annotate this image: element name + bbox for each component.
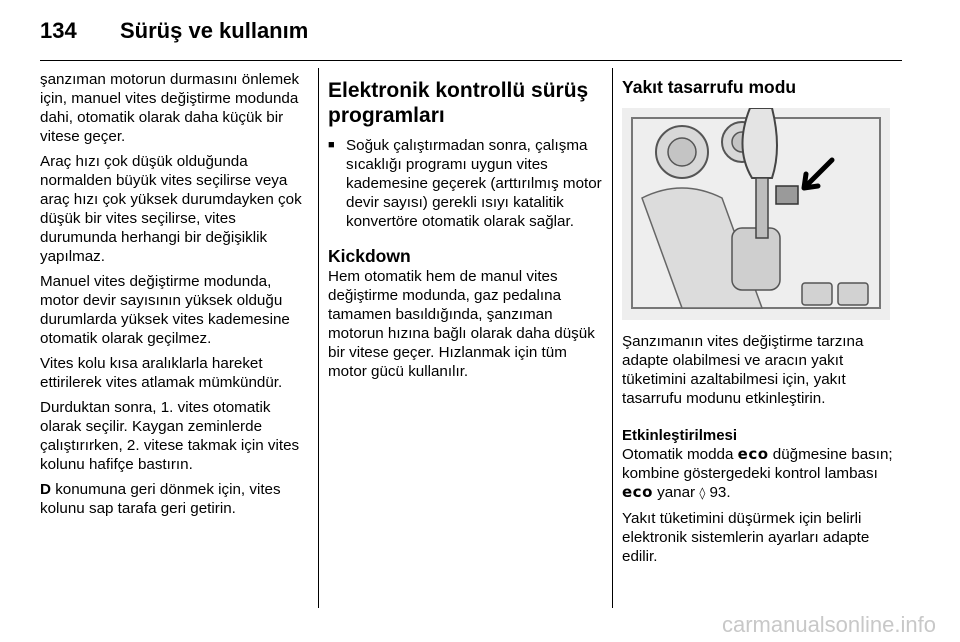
paragraph-text: konumuna geri dönmek için, vites kolunu sap tarafa geri getirin.	[40, 481, 281, 517]
eco-icon: eco	[737, 445, 769, 463]
paragraph: Manuel vites değiştirme modunda, motor devir sayısının yüksek olduğu durumlarda yüksek vites kademesine otomatik olarak geçilmez.	[40, 273, 290, 347]
paragraph-text: Otomatik modda	[622, 446, 738, 463]
section-heading: Yakıt tasarrufu modu	[622, 77, 797, 97]
subheading-kickdown: Kickdown	[328, 246, 411, 266]
paragraph: Yakıt tüketimini düşürmek için belirli elektronik sistemlerin ayarları adapte edilir.	[622, 510, 870, 565]
section-title: Sürüş ve kullanım	[120, 18, 309, 43]
paragraph: şanzıman motorun durmasını önlemek için, manuel vites değiştirme modunda dahi, otomatik olarak daha küçük bir vitese geçer.	[40, 71, 300, 145]
paragraph: Vites kolu kısa aralıklarla hareket ettirilerek vites atlamak mümkündür.	[40, 355, 283, 391]
page-number: 134	[40, 18, 77, 43]
page-reference-icon: ◊	[699, 486, 706, 500]
column-2	[328, 70, 604, 387]
paragraph: Şanzımanın vites değiştirme tarzına adapte olabilmesi ve aracın yakıt tüketimini azaltabilmesi için, yakıt tasarrufu modunu etkinleştirin.	[622, 333, 864, 407]
column-divider-2	[612, 68, 613, 608]
console-drawing	[622, 108, 890, 320]
bullet-text: Soğuk çalıştırmadan sonra, çalışma sıcaklığı programı uygun vites kademesine geçerek (arttırılmış motor devir sayısı) gerekli ısıyı katalitik konvertöre otomatik olarak sağlar.	[346, 137, 602, 230]
column-1	[40, 70, 308, 524]
header-rule	[40, 60, 902, 61]
paragraph-text: yanar	[652, 484, 700, 501]
paragraph: Araç hızı çok düşük olduğunda normalden büyük vites seçilirse veya araç hızı çok yüksek durumdayken çok düşük bir vites seçilirse, vites durumunda herhangi bir değişiklik yapılmaz.	[40, 153, 302, 265]
gear-lever-illustration	[622, 108, 890, 320]
paragraph	[622, 445, 902, 503]
bullet-item	[328, 136, 604, 231]
page-header	[40, 12, 920, 52]
paragraph: Durduktan sonra, 1. vites otomatik olarak seçilir. Kaygan zeminlerde çalıştırırken, 2. vitese takmak için vites kolunu hafifçe bastırın.	[40, 399, 300, 473]
paragraph-text: 93.	[705, 484, 731, 501]
paragraph-text: düğmesine basın; kombine göstergedeki kontrol lambası	[622, 446, 893, 482]
paragraph	[40, 480, 308, 518]
column-divider-1	[318, 68, 319, 608]
gear-d-label: D	[40, 481, 51, 498]
watermark: carmanualsonline.info	[721, 612, 936, 637]
paragraph: Hem otomatik hem de manul vites değiştirme modunda, gaz pedalına tamamen basıldığında, şanzıman motorun hızına bağlı olarak daha düşük bir vitese geçer. Hızlanmak için tüm motor gücü kullanılır.	[328, 268, 595, 380]
bullet-square-icon: ■	[328, 139, 335, 151]
section-heading: Elektronik kontrollü sürüş programları	[328, 79, 589, 127]
column-3	[622, 70, 902, 572]
eco-icon: eco	[622, 483, 653, 501]
subheading-activation: Etkinleştirilmesi	[622, 427, 738, 444]
